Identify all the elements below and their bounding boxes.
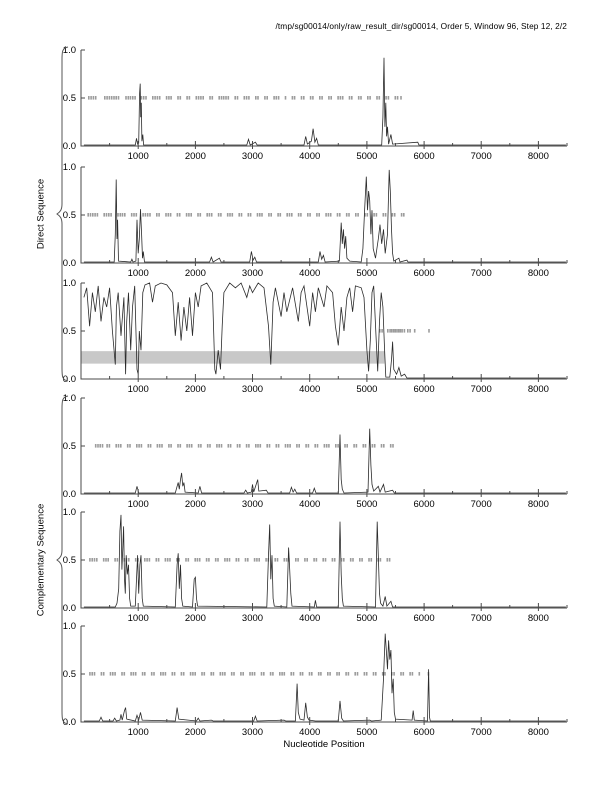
svg-text:3000: 3000 bbox=[241, 613, 264, 624]
svg-text:3000: 3000 bbox=[241, 384, 264, 395]
svg-text:7000: 7000 bbox=[470, 613, 492, 624]
figure-title: /tmp/sg00014/only/raw_result_dir/sg00014, Order 5, Window 96, Step 12, 2/2 bbox=[275, 21, 567, 31]
svg-text:0.5: 0.5 bbox=[62, 669, 76, 680]
svg-text:7000: 7000 bbox=[470, 384, 492, 395]
svg-text:0.5: 0.5 bbox=[62, 93, 76, 104]
svg-text:5000: 5000 bbox=[356, 151, 378, 162]
svg-text:0.0: 0.0 bbox=[62, 717, 76, 728]
svg-text:1000: 1000 bbox=[127, 499, 149, 510]
svg-text:4000: 4000 bbox=[299, 384, 321, 395]
svg-text:0.0: 0.0 bbox=[62, 258, 76, 269]
plot-panel-direct-3 bbox=[0, 273, 612, 403]
svg-text:5000: 5000 bbox=[356, 613, 378, 624]
svg-text:3000: 3000 bbox=[241, 151, 264, 162]
svg-text:3000: 3000 bbox=[241, 499, 264, 510]
svg-text:4000: 4000 bbox=[299, 268, 321, 279]
svg-text:2000: 2000 bbox=[184, 613, 206, 624]
svg-text:6000: 6000 bbox=[413, 268, 435, 279]
plot-panel-direct-1 bbox=[0, 40, 612, 170]
svg-text:6000: 6000 bbox=[413, 151, 435, 162]
x-axis-title: Nucleotide Position bbox=[283, 739, 365, 750]
svg-text:7000: 7000 bbox=[470, 727, 492, 738]
svg-text:0.0: 0.0 bbox=[62, 141, 76, 152]
svg-text:3000: 3000 bbox=[241, 268, 264, 279]
plot-panel-complementary-1 bbox=[0, 388, 612, 518]
svg-text:1000: 1000 bbox=[127, 384, 149, 395]
plot-panel-complementary-2 bbox=[0, 502, 612, 632]
svg-text:2000: 2000 bbox=[184, 384, 206, 395]
svg-text:7000: 7000 bbox=[470, 499, 492, 510]
svg-text:6000: 6000 bbox=[413, 613, 435, 624]
svg-text:1000: 1000 bbox=[127, 613, 149, 624]
svg-text:2000: 2000 bbox=[184, 727, 206, 738]
svg-text:2000: 2000 bbox=[184, 499, 206, 510]
svg-text:1.0: 1.0 bbox=[62, 45, 76, 56]
svg-text:0.0: 0.0 bbox=[62, 374, 76, 385]
svg-text:3000: 3000 bbox=[241, 727, 264, 738]
svg-text:5000: 5000 bbox=[356, 727, 378, 738]
svg-text:5000: 5000 bbox=[356, 499, 378, 510]
svg-text:2000: 2000 bbox=[184, 268, 206, 279]
complementary-sequence-label: Complementary Sequence bbox=[35, 503, 47, 617]
svg-text:1.0: 1.0 bbox=[62, 162, 76, 173]
group-braces bbox=[0, 0, 80, 792]
svg-text:1000: 1000 bbox=[127, 268, 149, 279]
svg-text:8000: 8000 bbox=[527, 613, 549, 624]
svg-text:6000: 6000 bbox=[413, 727, 435, 738]
svg-text:4000: 4000 bbox=[299, 613, 321, 624]
svg-text:5000: 5000 bbox=[356, 384, 378, 395]
svg-text:4000: 4000 bbox=[299, 727, 321, 738]
svg-text:0.0: 0.0 bbox=[62, 603, 76, 614]
direct-sequence-label: Direct Sequence bbox=[35, 178, 47, 250]
svg-text:7000: 7000 bbox=[470, 268, 492, 279]
plot-panel-complementary-3 bbox=[0, 616, 612, 746]
plot-panel-direct-2 bbox=[0, 157, 612, 287]
svg-text:0.5: 0.5 bbox=[62, 555, 76, 566]
svg-text:5000: 5000 bbox=[356, 268, 378, 279]
svg-text:0.5: 0.5 bbox=[62, 326, 76, 337]
svg-text:0.0: 0.0 bbox=[62, 489, 76, 500]
svg-text:1.0: 1.0 bbox=[62, 278, 76, 289]
svg-text:7000: 7000 bbox=[470, 151, 492, 162]
svg-text:8000: 8000 bbox=[527, 268, 549, 279]
svg-text:6000: 6000 bbox=[413, 499, 435, 510]
svg-text:1000: 1000 bbox=[127, 151, 149, 162]
svg-text:1000: 1000 bbox=[127, 727, 149, 738]
svg-text:1.0: 1.0 bbox=[62, 507, 76, 518]
svg-text:8000: 8000 bbox=[527, 727, 549, 738]
svg-text:8000: 8000 bbox=[527, 499, 549, 510]
svg-text:1.0: 1.0 bbox=[62, 393, 76, 404]
svg-text:6000: 6000 bbox=[413, 384, 435, 395]
svg-text:0.5: 0.5 bbox=[62, 441, 76, 452]
svg-text:1.0: 1.0 bbox=[62, 621, 76, 632]
svg-text:8000: 8000 bbox=[527, 151, 549, 162]
svg-text:4000: 4000 bbox=[299, 151, 321, 162]
svg-text:8000: 8000 bbox=[527, 384, 549, 395]
svg-text:2000: 2000 bbox=[184, 151, 206, 162]
svg-text:4000: 4000 bbox=[299, 499, 321, 510]
svg-text:0.5: 0.5 bbox=[62, 210, 76, 221]
